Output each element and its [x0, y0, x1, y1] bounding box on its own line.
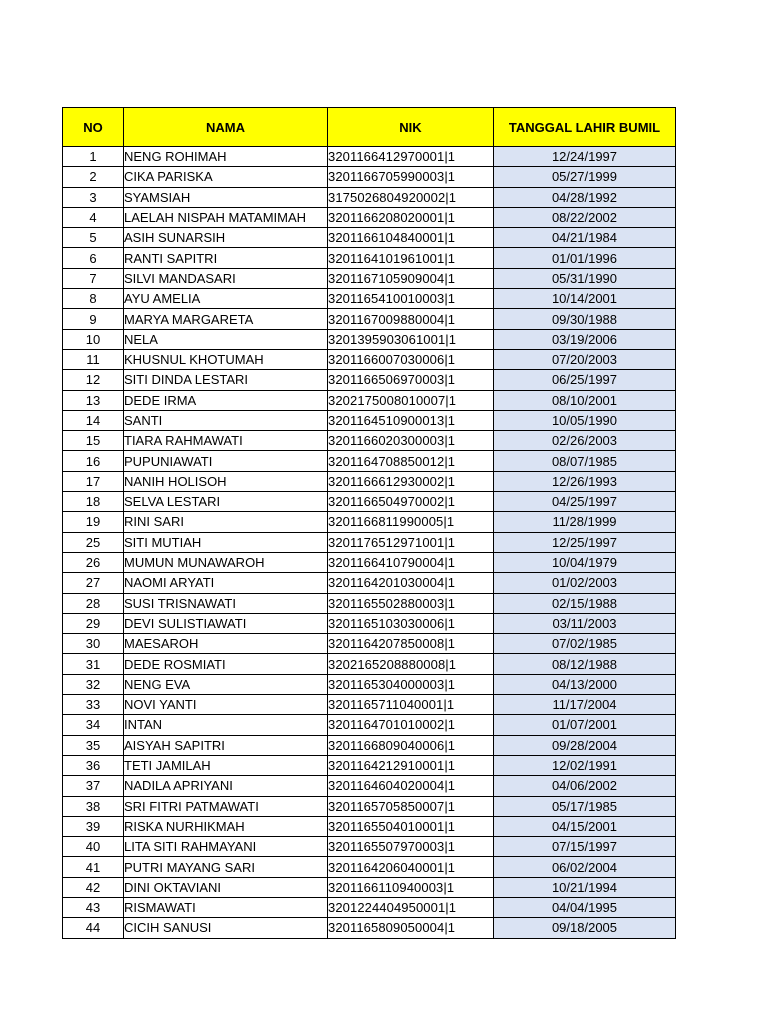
cell-tanggal: 02/15/1988: [494, 593, 676, 613]
cell-tanggal: 03/19/2006: [494, 329, 676, 349]
cell-tanggal: 04/13/2000: [494, 674, 676, 694]
cell-no: 14: [63, 410, 124, 430]
cell-nama: DINI OKTAVIANI: [124, 877, 328, 897]
cell-nama: LITA SITI RAHMAYANI: [124, 837, 328, 857]
cell-nama: SELVA LESTARI: [124, 492, 328, 512]
cell-tanggal: 09/30/1988: [494, 309, 676, 329]
cell-nik: 3202175008010007|1: [328, 390, 494, 410]
cell-tanggal: 06/02/2004: [494, 857, 676, 877]
table-row: [63, 857, 676, 877]
header-no: NO: [63, 108, 124, 147]
cell-nik: 3175026804920002|1: [328, 187, 494, 207]
cell-nik: 3201166410790004|1: [328, 552, 494, 572]
header-nama: NAMA: [124, 108, 328, 147]
cell-nik: 3201165410010003|1: [328, 289, 494, 309]
table-row: [63, 289, 676, 309]
table-row: [63, 431, 676, 451]
cell-no: 12: [63, 370, 124, 390]
cell-nik: 3201166020300003|1: [328, 431, 494, 451]
cell-nama: SRI FITRI PATMAWATI: [124, 796, 328, 816]
table-row: [63, 451, 676, 471]
cell-no: 25: [63, 532, 124, 552]
cell-no: 39: [63, 816, 124, 836]
cell-nama: MUMUN MUNAWAROH: [124, 552, 328, 572]
cell-tanggal: 08/12/1988: [494, 654, 676, 674]
cell-tanggal: 05/31/1990: [494, 268, 676, 288]
cell-tanggal: 10/05/1990: [494, 410, 676, 430]
table-row: [63, 654, 676, 674]
table-row: [63, 390, 676, 410]
table-row: [63, 735, 676, 755]
cell-no: 27: [63, 573, 124, 593]
cell-nik: 3201164510900013|1: [328, 410, 494, 430]
cell-nik: 3201167105909004|1: [328, 268, 494, 288]
cell-nama: NADILA APRIYANI: [124, 776, 328, 796]
table-header: [63, 108, 676, 147]
table-row: [63, 918, 676, 938]
cell-tanggal: 12/24/1997: [494, 147, 676, 167]
table-row: [63, 329, 676, 349]
cell-tanggal: 04/04/1995: [494, 897, 676, 917]
cell-tanggal: 01/02/2003: [494, 573, 676, 593]
cell-nik: 3201224404950001|1: [328, 897, 494, 917]
cell-no: 34: [63, 715, 124, 735]
cell-no: 2: [63, 167, 124, 187]
cell-tanggal: 10/14/2001: [494, 289, 676, 309]
cell-nik: 3201166208020001|1: [328, 207, 494, 227]
cell-tanggal: 05/27/1999: [494, 167, 676, 187]
cell-nama: LAELAH NISPAH MATAMIMAH: [124, 207, 328, 227]
cell-tanggal: 10/21/1994: [494, 877, 676, 897]
cell-tanggal: 06/25/1997: [494, 370, 676, 390]
cell-tanggal: 09/28/2004: [494, 735, 676, 755]
cell-nik: 3201165502880003|1: [328, 593, 494, 613]
cell-no: 42: [63, 877, 124, 897]
table-row: [63, 796, 676, 816]
cell-no: 8: [63, 289, 124, 309]
cell-nama: AISYAH SAPITRI: [124, 735, 328, 755]
cell-tanggal: 07/15/1997: [494, 837, 676, 857]
cell-nama: TETI JAMILAH: [124, 755, 328, 775]
table-row: [63, 613, 676, 633]
cell-nama: RISMAWATI: [124, 897, 328, 917]
table-row: [63, 573, 676, 593]
cell-nik: 3201166705990003|1: [328, 167, 494, 187]
cell-nama: SITI MUTIAH: [124, 532, 328, 552]
cell-nik: 3201166809040006|1: [328, 735, 494, 755]
header-row: [63, 108, 676, 147]
table-row: [63, 877, 676, 897]
cell-nik: 3201167009880004|1: [328, 309, 494, 329]
data-table: [62, 107, 676, 939]
cell-no: 15: [63, 431, 124, 451]
header-nik: NIK: [328, 108, 494, 147]
table-row: [63, 228, 676, 248]
cell-tanggal: 07/02/1985: [494, 634, 676, 654]
cell-nik: 3201166007030006|1: [328, 349, 494, 369]
table-row: [63, 532, 676, 552]
cell-tanggal: 12/02/1991: [494, 755, 676, 775]
cell-nik: 3201165809050004|1: [328, 918, 494, 938]
cell-nik: 3201165304000003|1: [328, 674, 494, 694]
cell-no: 30: [63, 634, 124, 654]
cell-nik: 3201166506970003|1: [328, 370, 494, 390]
cell-nama: DEDE IRMA: [124, 390, 328, 410]
table-row: [63, 167, 676, 187]
cell-nama: NENG ROHIMAH: [124, 147, 328, 167]
table-row: [63, 634, 676, 654]
cell-no: 16: [63, 451, 124, 471]
table-row: [63, 248, 676, 268]
cell-no: 13: [63, 390, 124, 410]
cell-nama: AYU AMELIA: [124, 289, 328, 309]
cell-nik: 3201164212910001|1: [328, 755, 494, 775]
cell-tanggal: 01/07/2001: [494, 715, 676, 735]
table-row: [63, 349, 676, 369]
cell-tanggal: 01/01/1996: [494, 248, 676, 268]
cell-nama: SILVI MANDASARI: [124, 268, 328, 288]
cell-nama: TIARA RAHMAWATI: [124, 431, 328, 451]
cell-nama: MAESAROH: [124, 634, 328, 654]
cell-nik: 3201165504010001|1: [328, 816, 494, 836]
table-row: [63, 776, 676, 796]
cell-tanggal: 08/22/2002: [494, 207, 676, 227]
table-row: [63, 552, 676, 572]
cell-tanggal: 12/25/1997: [494, 532, 676, 552]
cell-tanggal: 04/15/2001: [494, 816, 676, 836]
cell-nama: CICIH SANUSI: [124, 918, 328, 938]
cell-nama: RISKA NURHIKMAH: [124, 816, 328, 836]
cell-nik: 3201165711040001|1: [328, 695, 494, 715]
cell-tanggal: 09/18/2005: [494, 918, 676, 938]
cell-no: 11: [63, 349, 124, 369]
cell-no: 44: [63, 918, 124, 938]
table-row: [63, 837, 676, 857]
table-row: [63, 410, 676, 430]
cell-no: 19: [63, 512, 124, 532]
table-row: [63, 715, 676, 735]
cell-no: 35: [63, 735, 124, 755]
cell-no: 37: [63, 776, 124, 796]
cell-tanggal: 04/06/2002: [494, 776, 676, 796]
cell-tanggal: 12/26/1993: [494, 471, 676, 491]
cell-no: 26: [63, 552, 124, 572]
table-row: [63, 187, 676, 207]
table-row: [63, 268, 676, 288]
cell-no: 17: [63, 471, 124, 491]
table-body: [63, 147, 676, 939]
cell-tanggal: 03/11/2003: [494, 613, 676, 633]
cell-nama: CIKA PARISKA: [124, 167, 328, 187]
cell-nik: 3201395903061001|1: [328, 329, 494, 349]
cell-nik: 3201166504970002|1: [328, 492, 494, 512]
cell-no: 38: [63, 796, 124, 816]
cell-nik: 3201166612930002|1: [328, 471, 494, 491]
cell-nama: RANTI SAPITRI: [124, 248, 328, 268]
cell-no: 9: [63, 309, 124, 329]
cell-tanggal: 08/10/2001: [494, 390, 676, 410]
cell-no: 6: [63, 248, 124, 268]
cell-nama: NELA: [124, 329, 328, 349]
cell-no: 1: [63, 147, 124, 167]
cell-nik: 3201164201030004|1: [328, 573, 494, 593]
table-row: [63, 695, 676, 715]
cell-tanggal: 02/26/2003: [494, 431, 676, 451]
cell-nik: 3201165507970003|1: [328, 837, 494, 857]
cell-nama: SITI DINDA LESTARI: [124, 370, 328, 390]
cell-nik: 3201164207850008|1: [328, 634, 494, 654]
table-row: [63, 755, 676, 775]
cell-nik: 3201164101961001|1: [328, 248, 494, 268]
cell-nama: INTAN: [124, 715, 328, 735]
cell-nama: NANIH HOLISOH: [124, 471, 328, 491]
cell-nik: 3201166412970001|1: [328, 147, 494, 167]
table-row: [63, 593, 676, 613]
cell-tanggal: 11/17/2004: [494, 695, 676, 715]
cell-no: 10: [63, 329, 124, 349]
cell-nama: DEDE ROSMIATI: [124, 654, 328, 674]
cell-no: 36: [63, 755, 124, 775]
table-row: [63, 816, 676, 836]
header-tanggal: TANGGAL LAHIR BUMIL: [494, 108, 676, 147]
table-row: [63, 471, 676, 491]
cell-nama: RINI SARI: [124, 512, 328, 532]
cell-nik: 3201164206040001|1: [328, 857, 494, 877]
cell-nik: 3202165208880008|1: [328, 654, 494, 674]
cell-nama: NENG EVA: [124, 674, 328, 694]
cell-tanggal: 04/21/1984: [494, 228, 676, 248]
cell-nama: PUTRI MAYANG SARI: [124, 857, 328, 877]
cell-tanggal: 11/28/1999: [494, 512, 676, 532]
cell-no: 7: [63, 268, 124, 288]
cell-no: 3: [63, 187, 124, 207]
cell-nik: 3201166104840001|1: [328, 228, 494, 248]
cell-nik: 3201166110940003|1: [328, 877, 494, 897]
cell-nama: ASIH SUNARSIH: [124, 228, 328, 248]
table-row: [63, 207, 676, 227]
cell-no: 31: [63, 654, 124, 674]
cell-nama: NOVI YANTI: [124, 695, 328, 715]
cell-no: 28: [63, 593, 124, 613]
cell-tanggal: 07/20/2003: [494, 349, 676, 369]
cell-no: 4: [63, 207, 124, 227]
cell-tanggal: 08/07/1985: [494, 451, 676, 471]
table-row: [63, 492, 676, 512]
cell-no: 43: [63, 897, 124, 917]
table-row: [63, 674, 676, 694]
cell-nik: 3201165103030006|1: [328, 613, 494, 633]
cell-nik: 3201166811990005|1: [328, 512, 494, 532]
cell-nik: 3201164604020004|1: [328, 776, 494, 796]
cell-nama: PUPUNIAWATI: [124, 451, 328, 471]
cell-nama: SYAMSIAH: [124, 187, 328, 207]
cell-tanggal: 10/04/1979: [494, 552, 676, 572]
table-row: [63, 370, 676, 390]
cell-no: 41: [63, 857, 124, 877]
table-row: [63, 309, 676, 329]
cell-nik: 3201164701010002|1: [328, 715, 494, 735]
cell-nama: SANTI: [124, 410, 328, 430]
cell-nik: 3201165705850007|1: [328, 796, 494, 816]
cell-nama: DEVI SULISTIAWATI: [124, 613, 328, 633]
cell-no: 5: [63, 228, 124, 248]
cell-no: 29: [63, 613, 124, 633]
table-row: [63, 897, 676, 917]
cell-nik: 3201164708850012|1: [328, 451, 494, 471]
cell-tanggal: 04/25/1997: [494, 492, 676, 512]
cell-tanggal: 05/17/1985: [494, 796, 676, 816]
table-row: [63, 512, 676, 532]
cell-no: 33: [63, 695, 124, 715]
cell-nama: KHUSNUL KHOTUMAH: [124, 349, 328, 369]
cell-no: 32: [63, 674, 124, 694]
cell-nama: MARYA MARGARETA: [124, 309, 328, 329]
cell-nik: 3201176512971001|1: [328, 532, 494, 552]
cell-nama: NAOMI ARYATI: [124, 573, 328, 593]
cell-no: 40: [63, 837, 124, 857]
cell-no: 18: [63, 492, 124, 512]
table-row: [63, 147, 676, 167]
cell-tanggal: 04/28/1992: [494, 187, 676, 207]
cell-nama: SUSI TRISNAWATI: [124, 593, 328, 613]
